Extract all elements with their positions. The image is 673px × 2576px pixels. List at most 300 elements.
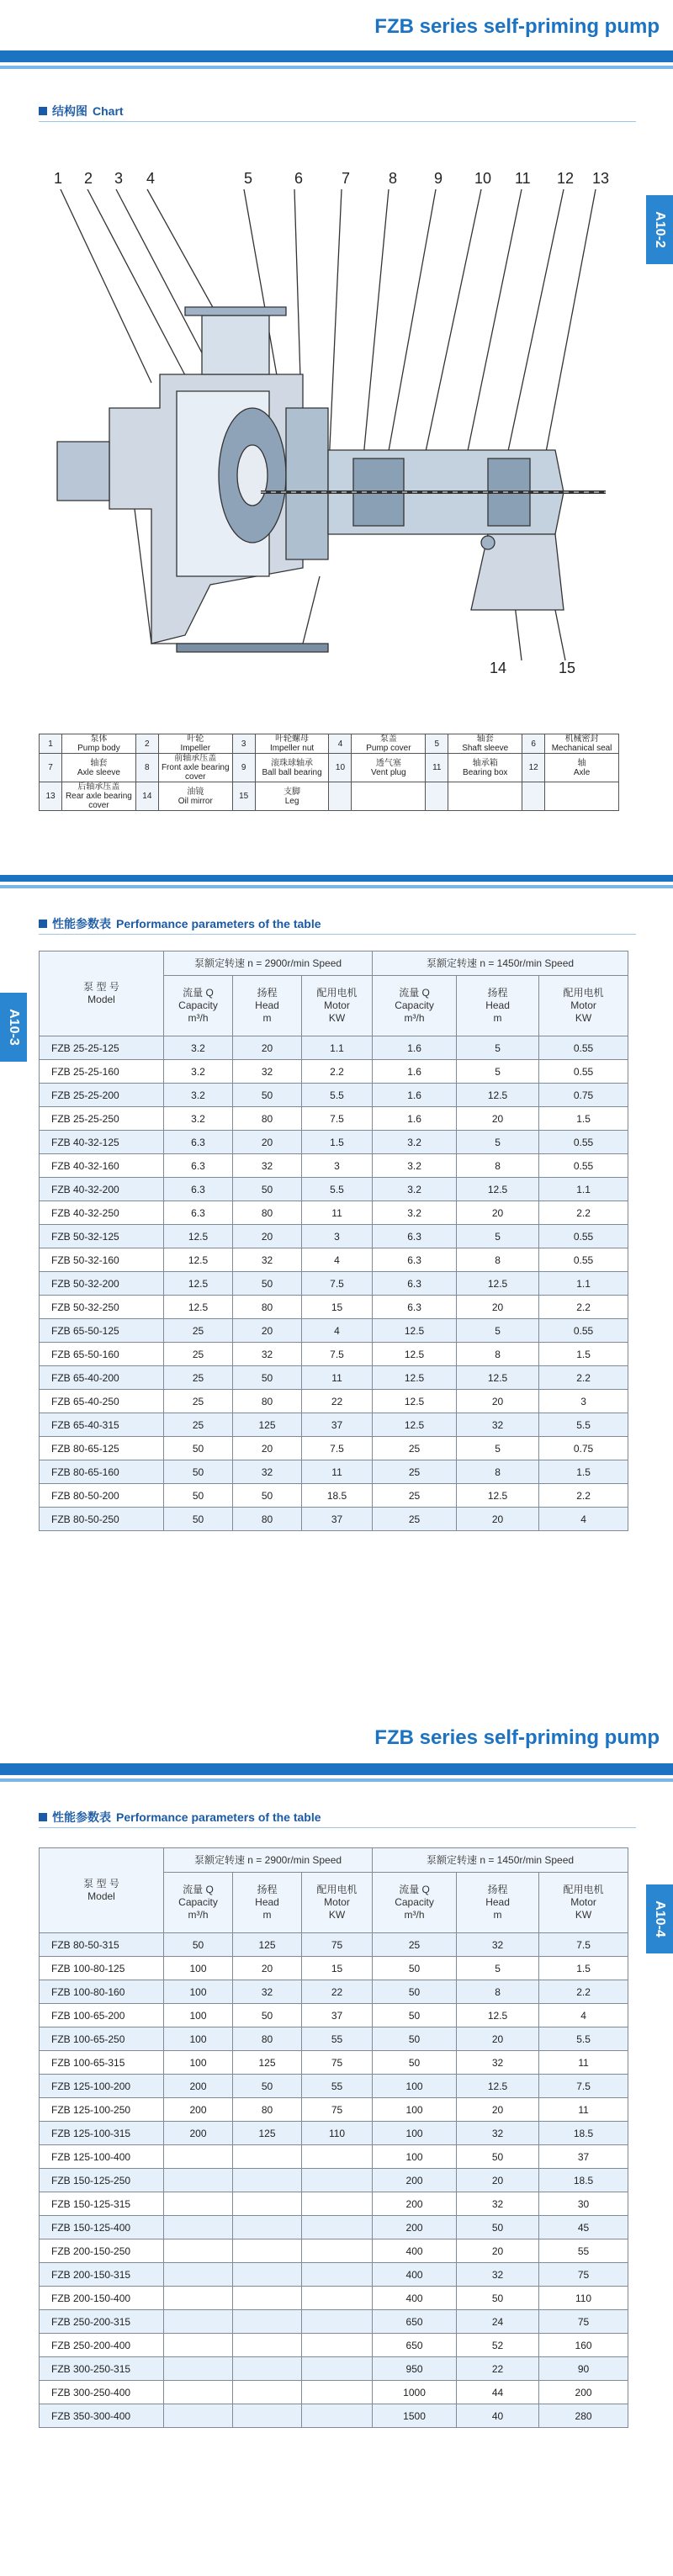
value-cell: 0.55: [539, 1036, 628, 1060]
table-row: [40, 2169, 628, 2192]
table-row: [40, 2145, 628, 2169]
value-cell: 11: [302, 1366, 373, 1390]
value-cell: 11: [539, 2098, 628, 2122]
value-cell: 45: [539, 2216, 628, 2239]
model-header: 泵 型 号 Model: [40, 1848, 164, 1933]
model-cell: FZB 40-32-160: [40, 1154, 164, 1178]
model-cell: FZB 150-125-315: [40, 2192, 164, 2216]
value-cell: 90: [539, 2357, 628, 2381]
value-cell: 22: [302, 1390, 373, 1413]
legend-row: 1 泵体 Pump body 2 叶轮 Impeller 3 叶轮螺母 Impeller nut 4 泵盖 Pump cover 5 轴套 Shaft sleeve 6 机械密封 Mechanical seal: [40, 734, 619, 754]
value-cell: 4: [539, 1508, 628, 1531]
legend-row: 7 轴套 Axle sleeve 8 前轴承压盖 Front axle bearing cover 9 滚珠球轴承 Ball ball bearing 10 透气塞 Vent plug 11 轴承箱 Bearing box 12 轴 Axle: [40, 754, 619, 782]
pump-cross-section-diagram: [50, 139, 639, 686]
model-cell: FZB 350-300-400: [40, 2404, 164, 2428]
value-cell: 200: [164, 2122, 233, 2145]
value-cell: 110: [302, 2122, 373, 2145]
table-row: [40, 1366, 628, 1390]
value-cell: 20: [457, 2239, 539, 2263]
value-cell: 50: [233, 2075, 302, 2098]
callout-number: 10: [474, 170, 492, 187]
value-cell: 50: [164, 1437, 233, 1460]
model-cell: FZB 100-80-160: [40, 1980, 164, 2004]
side-tab: A10-4: [646, 1884, 673, 1953]
value-cell: 25: [373, 1508, 457, 1531]
value-cell: 4: [539, 2004, 628, 2027]
section-bullet-icon: [39, 920, 47, 928]
model-cell: FZB 150-125-250: [40, 2169, 164, 2192]
value-cell: [302, 2216, 373, 2239]
value-cell: 100: [164, 1957, 233, 1980]
value-cell: [233, 2404, 302, 2428]
value-cell: 12.5: [164, 1296, 233, 1319]
model-cell: FZB 25-25-200: [40, 1084, 164, 1107]
callout-number: 4: [146, 170, 156, 187]
value-cell: 1.6: [373, 1084, 457, 1107]
callout-number: 3: [114, 170, 124, 187]
value-cell: 7.5: [302, 1272, 373, 1296]
value-cell: 12.5: [164, 1225, 233, 1248]
motor-header: 配用电机 Motor KW: [302, 976, 373, 1036]
value-cell: 200: [539, 2381, 628, 2404]
value-cell: [164, 2263, 233, 2287]
value-cell: 0.55: [539, 1248, 628, 1272]
value-cell: 650: [373, 2334, 457, 2357]
model-cell: FZB 65-40-200: [40, 1366, 164, 1390]
model-cell: FZB 200-150-400: [40, 2287, 164, 2310]
value-cell: 6.3: [373, 1248, 457, 1272]
value-cell: 40: [457, 2404, 539, 2428]
value-cell: [233, 2169, 302, 2192]
model-cell: FZB 40-32-200: [40, 1178, 164, 1201]
value-cell: 6.3: [164, 1131, 233, 1154]
value-cell: [233, 2357, 302, 2381]
value-cell: 75: [302, 2051, 373, 2075]
value-cell: 1.1: [539, 1178, 628, 1201]
value-cell: 52: [457, 2334, 539, 2357]
speed-2900-header: 泵额定转速 n = 2900r/min Speed: [164, 951, 373, 976]
value-cell: 5: [457, 1060, 539, 1084]
value-cell: 160: [539, 2334, 628, 2357]
table-row: [40, 2381, 628, 2404]
value-cell: [233, 2287, 302, 2310]
model-cell: FZB 25-25-125: [40, 1036, 164, 1060]
section-divider: [39, 1827, 636, 1828]
value-cell: 25: [373, 1460, 457, 1484]
value-cell: 50: [164, 1933, 233, 1957]
value-cell: 80: [233, 2098, 302, 2122]
model-cell: FZB 50-32-125: [40, 1225, 164, 1248]
value-cell: 0.55: [539, 1154, 628, 1178]
value-cell: 32: [457, 2051, 539, 2075]
motor-header: 配用电机 Motor KW: [539, 1873, 628, 1933]
value-cell: 32: [457, 1413, 539, 1437]
model-cell: FZB 65-40-315: [40, 1413, 164, 1437]
value-cell: 2.2: [539, 1201, 628, 1225]
table-row: [40, 2004, 628, 2027]
value-cell: 20: [457, 2098, 539, 2122]
value-cell: 5: [457, 1319, 539, 1343]
value-cell: 2.2: [302, 1060, 373, 1084]
value-cell: 20: [457, 2027, 539, 2051]
model-cell: FZB 40-32-125: [40, 1131, 164, 1154]
model-cell: FZB 50-32-250: [40, 1296, 164, 1319]
value-cell: [164, 2404, 233, 2428]
table-row: [40, 1957, 628, 1980]
value-cell: 8: [457, 1248, 539, 1272]
value-cell: 0.55: [539, 1060, 628, 1084]
value-cell: 55: [302, 2027, 373, 2051]
value-cell: 12.5: [457, 1272, 539, 1296]
value-cell: 20: [233, 1437, 302, 1460]
value-cell: 1.6: [373, 1107, 457, 1131]
value-cell: 5.5: [539, 2027, 628, 2051]
model-cell: FZB 250-200-400: [40, 2334, 164, 2357]
value-cell: 12.5: [373, 1413, 457, 1437]
table-row: [40, 1460, 628, 1484]
table-row: [40, 2357, 628, 2381]
value-cell: [164, 2357, 233, 2381]
head-header: 扬程 Head m: [457, 1873, 539, 1933]
value-cell: 5: [457, 1131, 539, 1154]
table-row: [40, 1036, 628, 1060]
value-cell: 80: [233, 1296, 302, 1319]
section-divider: [39, 121, 636, 122]
head-header: 扬程 Head m: [233, 976, 302, 1036]
callout-number: 12: [557, 170, 575, 187]
model-cell: FZB 125-100-200: [40, 2075, 164, 2098]
value-cell: 50: [457, 2216, 539, 2239]
value-cell: 32: [233, 1060, 302, 1084]
value-cell: [302, 2357, 373, 2381]
table-row: [40, 2263, 628, 2287]
value-cell: 5: [457, 1225, 539, 1248]
value-cell: 6.3: [164, 1154, 233, 1178]
model-cell: FZB 40-32-250: [40, 1201, 164, 1225]
value-cell: 100: [373, 2075, 457, 2098]
value-cell: 2.2: [539, 1484, 628, 1508]
value-cell: 80: [233, 1201, 302, 1225]
value-cell: 6.3: [373, 1296, 457, 1319]
value-cell: 200: [373, 2169, 457, 2192]
table-row: [40, 1225, 628, 1248]
value-cell: 25: [164, 1319, 233, 1343]
motor-header: 配用电机 Motor KW: [302, 1873, 373, 1933]
value-cell: 3.2: [164, 1084, 233, 1107]
value-cell: 32: [457, 2122, 539, 2145]
model-cell: FZB 200-150-250: [40, 2239, 164, 2263]
section-bullet-icon: [39, 107, 47, 115]
speed-2900-header: 泵额定转速 n = 2900r/min Speed: [164, 1848, 373, 1873]
value-cell: 200: [373, 2216, 457, 2239]
value-cell: [164, 2169, 233, 2192]
callout-number: 6: [294, 170, 304, 187]
section-divider: [39, 934, 636, 935]
value-cell: 0.55: [539, 1225, 628, 1248]
value-cell: 12.5: [164, 1248, 233, 1272]
value-cell: 7.5: [302, 1437, 373, 1460]
value-cell: 50: [164, 1508, 233, 1531]
value-cell: [302, 2404, 373, 2428]
value-cell: 110: [539, 2287, 628, 2310]
value-cell: 80: [233, 1508, 302, 1531]
value-cell: 400: [373, 2239, 457, 2263]
value-cell: 50: [457, 2287, 539, 2310]
value-cell: 20: [233, 1036, 302, 1060]
value-cell: [164, 2381, 233, 2404]
value-cell: 2.2: [539, 1366, 628, 1390]
value-cell: [233, 2310, 302, 2334]
value-cell: 0.55: [539, 1319, 628, 1343]
section-bullet-icon: [39, 1813, 47, 1821]
value-cell: 400: [373, 2263, 457, 2287]
table-row: [40, 1390, 628, 1413]
value-cell: 12.5: [457, 1178, 539, 1201]
value-cell: [164, 2239, 233, 2263]
value-cell: 25: [373, 1933, 457, 1957]
value-cell: 8: [457, 1154, 539, 1178]
model-cell: FZB 100-65-250: [40, 2027, 164, 2051]
value-cell: 3.2: [164, 1036, 233, 1060]
value-cell: 15: [302, 1296, 373, 1319]
table-row: [40, 2027, 628, 2051]
model-cell: FZB 80-50-250: [40, 1508, 164, 1531]
value-cell: 4: [302, 1319, 373, 1343]
value-cell: 200: [373, 2192, 457, 2216]
value-cell: 7.5: [302, 1343, 373, 1366]
value-cell: [164, 2287, 233, 2310]
value-cell: 125: [233, 2051, 302, 2075]
table-row: [40, 1437, 628, 1460]
value-cell: 1.1: [539, 1272, 628, 1296]
value-cell: 50: [233, 1084, 302, 1107]
table-row: [40, 2192, 628, 2216]
value-cell: 25: [373, 1484, 457, 1508]
table-row: [40, 1343, 628, 1366]
value-cell: 12.5: [457, 1366, 539, 1390]
value-cell: [233, 2239, 302, 2263]
value-cell: 3: [302, 1154, 373, 1178]
value-cell: 37: [302, 1508, 373, 1531]
model-cell: FZB 300-250-400: [40, 2381, 164, 2404]
value-cell: 20: [233, 1225, 302, 1248]
value-cell: 7.5: [302, 1107, 373, 1131]
value-cell: 280: [539, 2404, 628, 2428]
page-title: FZB series self-priming pump: [374, 15, 660, 38]
value-cell: 50: [457, 2145, 539, 2169]
value-cell: 80: [233, 2027, 302, 2051]
value-cell: 80: [233, 1390, 302, 1413]
value-cell: 5: [457, 1957, 539, 1980]
table-row: [40, 1272, 628, 1296]
value-cell: 100: [164, 1980, 233, 2004]
table-row: [40, 2287, 628, 2310]
value-cell: 6.3: [164, 1178, 233, 1201]
value-cell: 2.2: [539, 1296, 628, 1319]
value-cell: 6.3: [373, 1225, 457, 1248]
value-cell: 50: [373, 1980, 457, 2004]
value-cell: 44: [457, 2381, 539, 2404]
value-cell: 200: [164, 2098, 233, 2122]
value-cell: [302, 2239, 373, 2263]
table-row: [40, 1084, 628, 1107]
value-cell: 37: [539, 2145, 628, 2169]
value-cell: 8: [457, 1343, 539, 1366]
value-cell: 37: [302, 1413, 373, 1437]
value-cell: 32: [457, 1933, 539, 1957]
model-cell: FZB 150-125-400: [40, 2216, 164, 2239]
value-cell: 5.5: [302, 1084, 373, 1107]
table-row: [40, 1107, 628, 1131]
value-cell: 100: [373, 2122, 457, 2145]
section-header-performance: 性能参数表 Performance parameters of the table: [39, 915, 321, 932]
value-cell: 12.5: [373, 1390, 457, 1413]
model-cell: FZB 200-150-315: [40, 2263, 164, 2287]
motor-header: 配用电机 Motor KW: [539, 976, 628, 1036]
value-cell: 15: [302, 1957, 373, 1980]
model-cell: FZB 65-50-160: [40, 1343, 164, 1366]
value-cell: 50: [164, 1484, 233, 1508]
value-cell: 20: [233, 1957, 302, 1980]
model-cell: FZB 25-25-160: [40, 1060, 164, 1084]
value-cell: 100: [373, 2098, 457, 2122]
value-cell: [233, 2145, 302, 2169]
value-cell: 11: [539, 2051, 628, 2075]
table-row: [40, 2051, 628, 2075]
value-cell: 3: [302, 1225, 373, 1248]
value-cell: 50: [233, 1484, 302, 1508]
model-cell: FZB 80-65-125: [40, 1437, 164, 1460]
value-cell: 20: [233, 1131, 302, 1154]
value-cell: 1.1: [302, 1036, 373, 1060]
value-cell: 32: [457, 2192, 539, 2216]
value-cell: 32: [457, 2263, 539, 2287]
value-cell: [302, 2192, 373, 2216]
value-cell: 18.5: [539, 2122, 628, 2145]
value-cell: 18.5: [302, 1484, 373, 1508]
value-cell: 0.75: [539, 1437, 628, 1460]
value-cell: [164, 2334, 233, 2357]
value-cell: 18.5: [539, 2169, 628, 2192]
model-cell: FZB 100-65-315: [40, 2051, 164, 2075]
speed-1450-header: 泵额定转速 n = 1450r/min Speed: [373, 951, 628, 976]
value-cell: 25: [164, 1413, 233, 1437]
table-row: [40, 1484, 628, 1508]
table-row: [40, 1201, 628, 1225]
model-cell: FZB 80-50-200: [40, 1484, 164, 1508]
value-cell: 55: [539, 2239, 628, 2263]
model-cell: FZB 80-50-315: [40, 1933, 164, 1957]
value-cell: 8: [457, 1460, 539, 1484]
table-row: [40, 1154, 628, 1178]
value-cell: 50: [233, 1366, 302, 1390]
value-cell: 12.5: [373, 1366, 457, 1390]
model-cell: FZB 50-32-160: [40, 1248, 164, 1272]
flow-header: 流量 Q Capacity m³/h: [164, 976, 233, 1036]
table-row: [40, 2098, 628, 2122]
value-cell: 5.5: [539, 1413, 628, 1437]
table-row: [40, 1980, 628, 2004]
table-row: [40, 1296, 628, 1319]
callout-number: 11: [515, 170, 531, 187]
value-cell: 7.5: [539, 1933, 628, 1957]
speed-1450-header: 泵额定转速 n = 1450r/min Speed: [373, 1848, 628, 1873]
value-cell: 125: [233, 2122, 302, 2145]
model-cell: FZB 100-80-125: [40, 1957, 164, 1980]
value-cell: 75: [539, 2310, 628, 2334]
side-tab: A10-2: [646, 195, 673, 264]
value-cell: [302, 2310, 373, 2334]
table-row: [40, 2334, 628, 2357]
value-cell: 100: [164, 2027, 233, 2051]
value-cell: [164, 2192, 233, 2216]
value-cell: [233, 2216, 302, 2239]
value-cell: 30: [539, 2192, 628, 2216]
section-header-chart: 结构图 Chart: [39, 103, 124, 119]
model-cell: FZB 50-32-200: [40, 1272, 164, 1296]
table-row: [40, 2075, 628, 2098]
value-cell: [302, 2334, 373, 2357]
callout-number-row: [54, 170, 626, 190]
page-title: FZB series self-priming pump: [374, 1726, 660, 1749]
value-cell: 75: [302, 1933, 373, 1957]
model-header: 泵 型 号 Model: [40, 951, 164, 1036]
head-header: 扬程 Head m: [457, 976, 539, 1036]
value-cell: 1.5: [539, 1343, 628, 1366]
model-cell: FZB 250-200-315: [40, 2310, 164, 2334]
flow-header: 流量 Q Capacity m³/h: [164, 1873, 233, 1933]
table-row: [40, 2216, 628, 2239]
table-row: [40, 1060, 628, 1084]
model-cell: FZB 80-65-160: [40, 1460, 164, 1484]
value-cell: 75: [539, 2263, 628, 2287]
callout-number: 7: [342, 170, 351, 187]
value-cell: 55: [302, 2075, 373, 2098]
value-cell: 32: [233, 1248, 302, 1272]
value-cell: 20: [457, 2169, 539, 2192]
value-cell: 5.5: [302, 1178, 373, 1201]
value-cell: 50: [373, 2027, 457, 2051]
value-cell: 11: [302, 1201, 373, 1225]
value-cell: 32: [233, 1460, 302, 1484]
value-cell: 125: [233, 1413, 302, 1437]
model-cell: FZB 300-250-315: [40, 2357, 164, 2381]
performance-table-2: [39, 1847, 628, 2428]
table-row: [40, 2310, 628, 2334]
value-cell: [302, 2287, 373, 2310]
head-header: 扬程 Head m: [233, 1873, 302, 1933]
value-cell: [164, 2145, 233, 2169]
model-cell: FZB 65-50-125: [40, 1319, 164, 1343]
section-header-performance: 性能参数表 Performance parameters of the table: [39, 1809, 321, 1826]
callout-number: 8: [389, 170, 398, 187]
model-cell: FZB 65-40-250: [40, 1390, 164, 1413]
value-cell: 400: [373, 2287, 457, 2310]
value-cell: [164, 2310, 233, 2334]
callout-number: 2: [84, 170, 93, 187]
header-band: [0, 50, 673, 62]
value-cell: [233, 2334, 302, 2357]
value-cell: 125: [233, 1933, 302, 1957]
value-cell: 1.6: [373, 1060, 457, 1084]
flow-header: 流量 Q Capacity m³/h: [373, 1873, 457, 1933]
value-cell: 1.5: [539, 1460, 628, 1484]
separator-band: [0, 875, 673, 882]
value-cell: 11: [302, 1460, 373, 1484]
value-cell: 3.2: [373, 1178, 457, 1201]
value-cell: [233, 2263, 302, 2287]
table-row: [40, 2122, 628, 2145]
